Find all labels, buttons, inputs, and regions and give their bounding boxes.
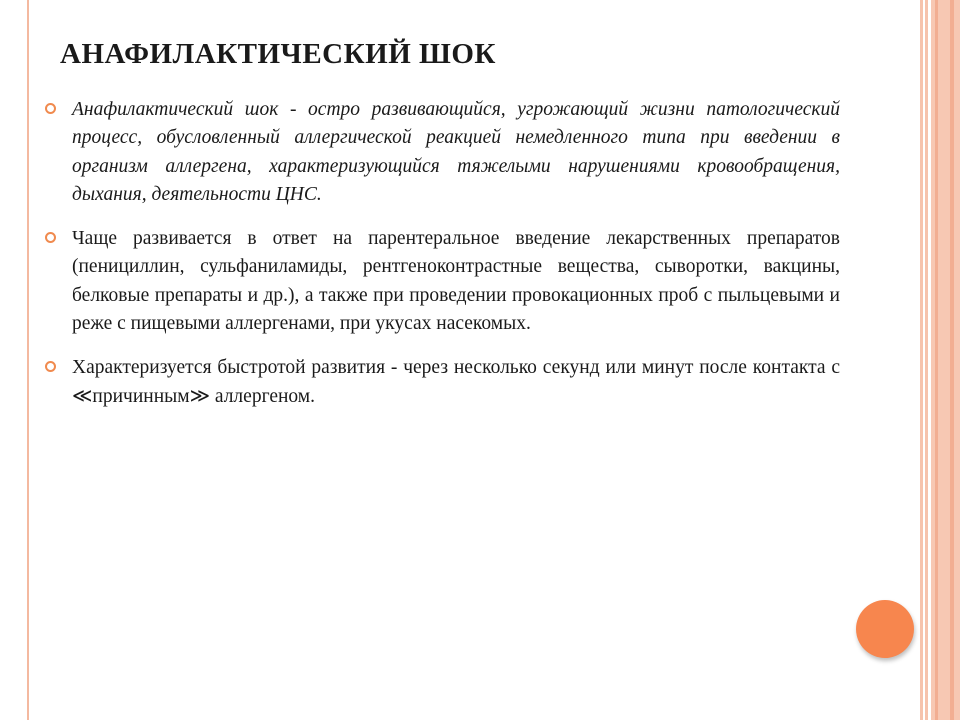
bullet-text: Анафилактический шок - остро развивающийся, угрожающий жизни патологический процесс, обусловленный аллергической реакцией немедленного типа при введении в организм аллергена, характеризующийся тяжелыми нарушениями кровообращения, дыхания, деятельности ЦНС. — [72, 99, 840, 205]
slide-title: АНАФИЛАКТИЧЕСКИЙ ШОК — [60, 38, 496, 70]
bullet-list — [44, 96, 840, 427]
bullet-item-definition — [44, 96, 840, 209]
bullet-item-onset — [44, 354, 840, 411]
bullet-item-causes — [44, 225, 840, 338]
decorative-circle — [856, 600, 914, 658]
circle-bullet-icon — [45, 361, 56, 372]
left-border-line — [27, 0, 29, 720]
right-stripe — [920, 0, 923, 720]
right-stripe — [950, 0, 954, 720]
right-stripe — [935, 0, 938, 720]
circle-bullet-icon — [45, 232, 56, 243]
bullet-text: Чаще развивается в ответ на парентеральное введение лекарственных препаратов (пенициллин, сульфаниламиды, рентгеноконтрастные вещества, сыворотки, вакцины, белковые препараты и др.), а также при проведении провокационных проб с пыльцевыми и реже с пищевыми аллергенами, при укусах насекомых. — [72, 228, 840, 335]
bullet-text: Характеризуется быстротой развития - через несколько секунд или минут после контакта с ≪причинным≫ аллергеном. — [72, 357, 840, 407]
right-stripe — [925, 0, 928, 720]
circle-bullet-icon — [45, 103, 56, 114]
